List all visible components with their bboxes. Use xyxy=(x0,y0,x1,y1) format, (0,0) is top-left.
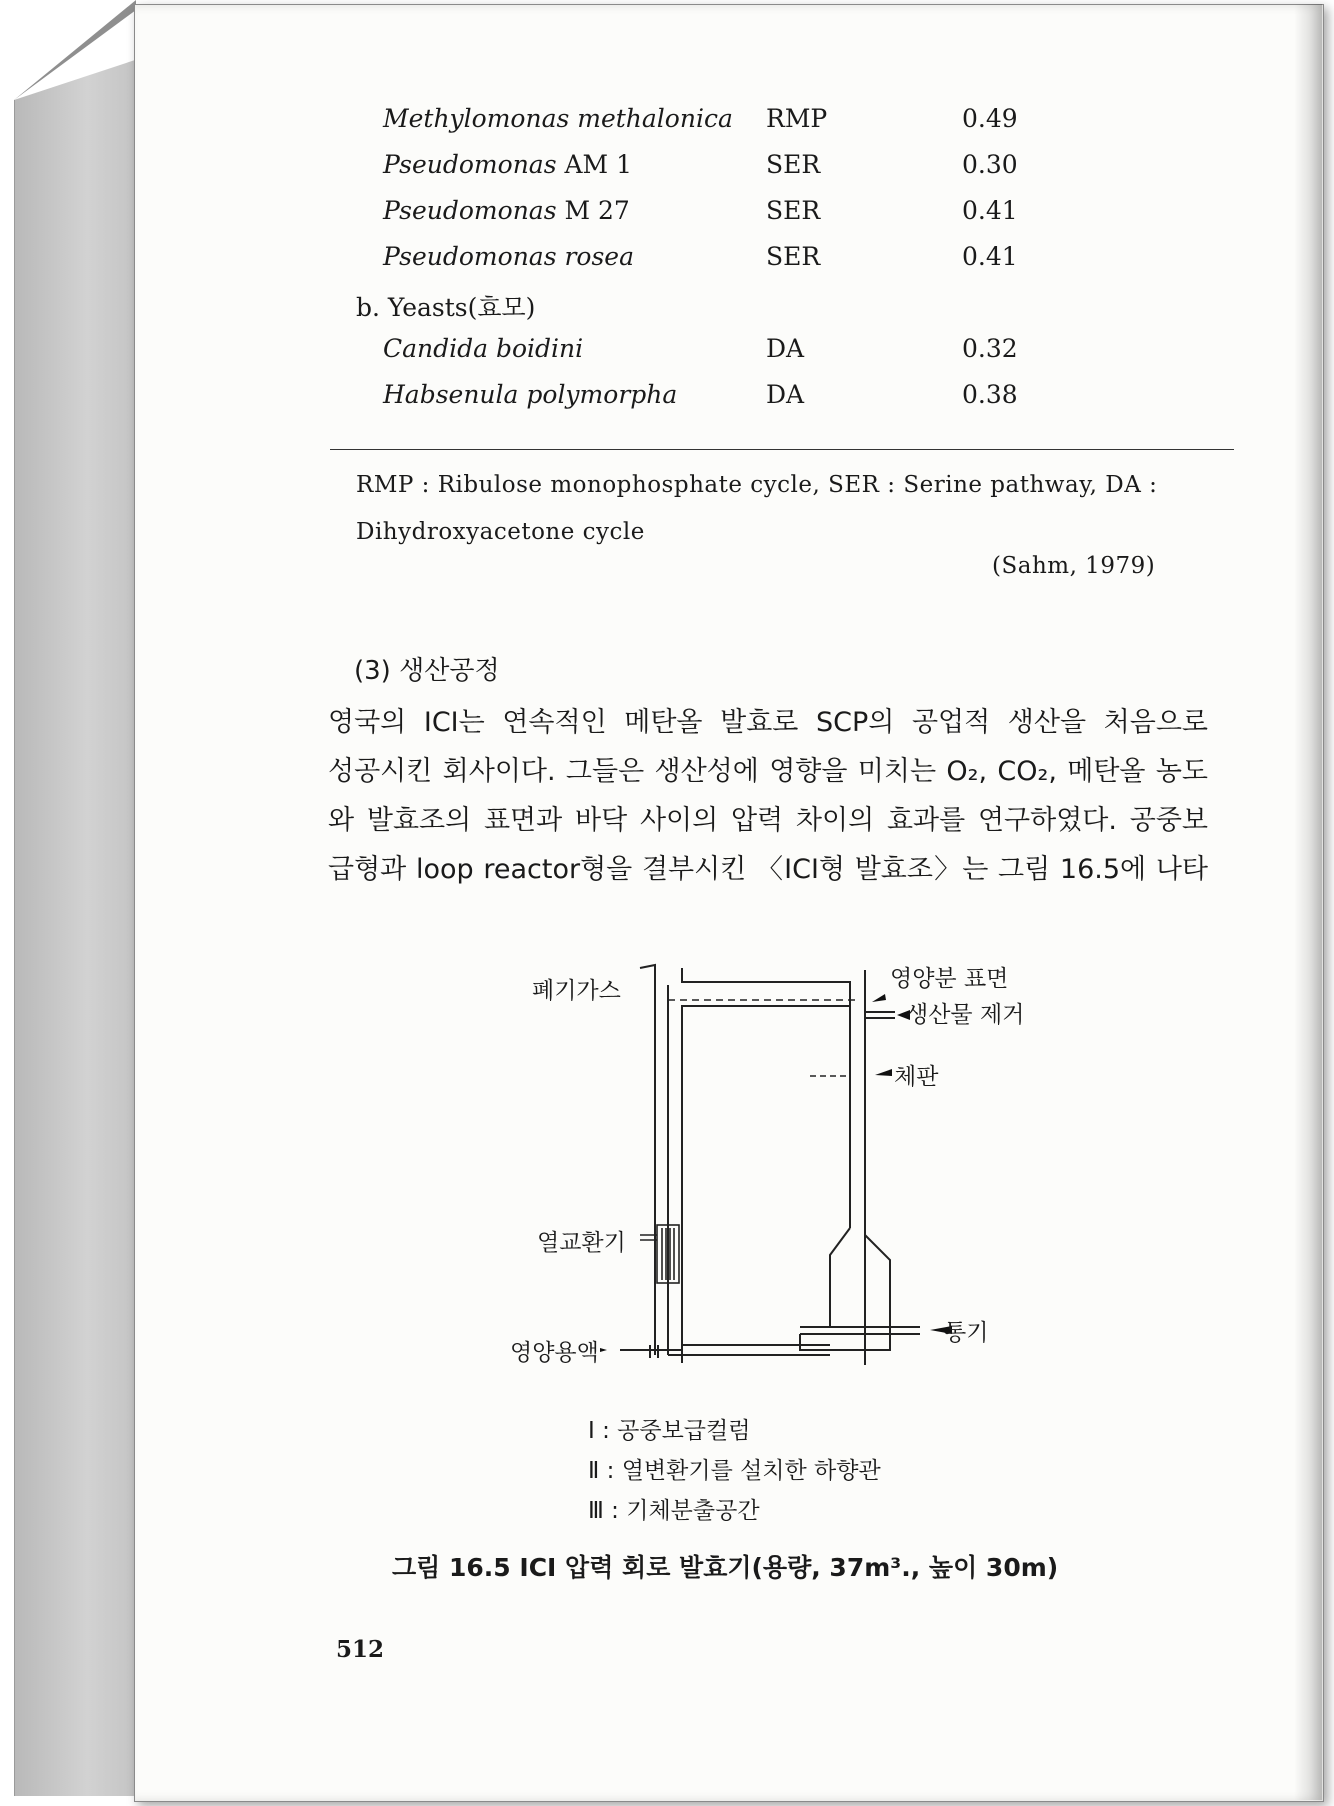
aeration-inlet xyxy=(800,1334,830,1350)
table-bottom-rule xyxy=(330,449,1234,450)
table-row-organism xyxy=(383,196,630,225)
table-footnote-continued: Dihydroxyacetone cycle xyxy=(356,519,645,545)
table-row-yield: 0.38 xyxy=(962,380,1018,409)
table-row-organism: Habsenula polymorpha xyxy=(383,380,678,409)
table-row-yield: 0.30 xyxy=(962,150,1018,179)
table-row-pathway: DA xyxy=(766,380,805,409)
waste-gas-outlet xyxy=(640,965,655,972)
label-aeration: 통기 xyxy=(944,1320,989,1346)
table-row-organism: Pseudomonas rosea xyxy=(383,242,635,271)
table-row-organism xyxy=(383,150,632,179)
paragraph-line: 영국의 ICI는 연속적인 메탄올 발효로 SCP의 공업적 생산을 처음으로 xyxy=(328,707,1208,738)
paragraph-line: 성공시킨 회사이다. 그들은 생산성에 영향을 미치는 O₂, CO₂, 메탄올 농도 xyxy=(328,756,1208,787)
table-row-pathway: SER xyxy=(766,196,821,225)
organism-strain: AM 1 xyxy=(564,150,632,179)
organism-genus: Pseudomonas xyxy=(383,196,557,225)
table-row-organism: Methylomonas methalonica xyxy=(383,104,733,133)
table-row-yield: 0.41 xyxy=(962,196,1018,225)
label-heat-exchanger: 열교환기 xyxy=(537,1230,626,1256)
table-row-yield: 0.49 xyxy=(962,104,1018,133)
table-source: (Sahm, 1979) xyxy=(992,553,1156,579)
table-row-pathway: SER xyxy=(766,150,821,179)
section-paragraph xyxy=(328,698,1208,894)
table-row-yield: 0.32 xyxy=(962,334,1018,363)
table-row-pathway: SER xyxy=(766,242,821,271)
table-footnote: RMP : Ribulose monophosphate cycle, SER : Serine pathway, DA : xyxy=(356,472,1158,498)
organism-strain: M 27 xyxy=(564,196,630,225)
table-row-pathway: RMP xyxy=(766,104,828,133)
label-sieve-plate: 체판 xyxy=(894,1064,939,1090)
legend-item: Ⅰ : 공중보급컬럼 xyxy=(588,1418,751,1444)
book-page xyxy=(134,4,1324,1802)
section-heading: (3) 생산공정 xyxy=(354,656,500,686)
paragraph-line: 와 발효조의 표면과 바닥 사이의 압력 차이의 효과를 연구하였다. 공중보 xyxy=(328,805,1208,836)
taper-right xyxy=(865,1235,890,1327)
taper-left xyxy=(830,1228,850,1327)
figure-caption: 그림 16.5 ICI 압력 회로 발효기(용량, 37m³., 높이 30m) xyxy=(392,1553,1059,1582)
table-row-pathway: DA xyxy=(766,334,805,363)
label-nutrient-surface: 영양분 표면 xyxy=(890,966,1009,992)
inner-partition xyxy=(682,1006,850,1363)
page-number: 512 xyxy=(336,1636,385,1663)
table-category-yeasts: b. Yeasts(효모) xyxy=(356,293,536,322)
aeration-box-bottom xyxy=(830,1327,890,1350)
table-row-organism: Candida boidini xyxy=(383,334,584,363)
arrow-markers xyxy=(600,994,952,1355)
organism-genus: Pseudomonas xyxy=(383,150,557,179)
book-spine xyxy=(14,60,135,1796)
heat-exchanger-coil xyxy=(640,1225,679,1283)
label-nutrient-solution: 영양용액 xyxy=(510,1340,599,1366)
page-shadow xyxy=(1294,4,1322,1800)
legend-item: Ⅱ : 열변환기를 설치한 하향관 xyxy=(588,1458,881,1484)
legend-item: Ⅲ : 기체분출공간 xyxy=(588,1498,760,1524)
paragraph-line: 급형과 loop reactor형을 결부시킨 〈ICI형 발효조〉는 그림 16.5에 나타 xyxy=(328,854,1208,885)
label-waste-gas: 폐기가스 xyxy=(532,978,621,1004)
label-product-removal: 생산물 제거 xyxy=(906,1002,1025,1028)
table-row-yield: 0.41 xyxy=(962,242,1018,271)
